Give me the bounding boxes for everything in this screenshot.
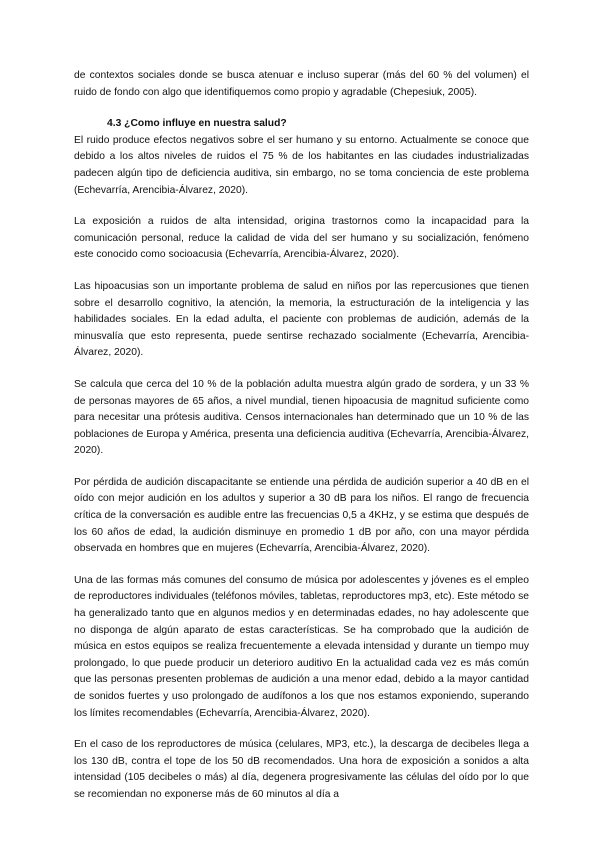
section-heading: 4.3 ¿Como influye en nuestra salud? (107, 118, 287, 130)
paragraph-noise-effects: El ruido produce efectos negativos sobre el ser humano y su entorno. Actualmente se conoce que debido a los altos niveles de ruidos el 75 % de los habitantes en las ciudades industrializadas padecen algún tipo de deficiencia auditiva, sin embargo, no se toma conciencia de este problema (Echevarría, Arencibia-Álvarez, 2020). (74, 134, 529, 196)
paragraph-continuation: de contextos sociales donde se busca atenuar e incluso superar (más del 60 % del volumen) el ruido de fondo con algo que identifiquemos como propio y agradable (Chepesiuk, 2005). (74, 70, 529, 98)
document-page (74, 68, 529, 819)
paragraph-hipoacusias: Las hipoacusias son un importante problema de salud en niños por las repercusiones que tienen sobre el desarrollo cognitivo, la atención, la memoria, la estructuración de la inteligencia y las habilidades sociales. En la edad adulta, el paciente con problemas de audición, además de la minusvalía que esto representa, puede sentirse rechazado socialmente (Echevarría, Arencibia-Álvarez, 2020). (74, 280, 529, 359)
paragraph-music-consumption: Una de las formas más comunes del consumo de música por adolescentes y jóvenes es el empleo de reproductores individuales (teléfonos móviles, tabletas, reproductores mp3, etc). Este método se ha generalizado tanto que en algunos medios y en determinadas edades, no hay adolescente que no disponga de algún aparato de estas características. Se ha comprobado que la audición de música en estos equipos se realiza frecuentemente a elevada intensidad y durante un tiempo muy prolongado, lo que puede producir un deterioro auditivo En la actualidad cada vez es más común que las personas presenten problemas de audición a una menor edad, debido a la mayor cantidad de sonidos fuertes y uso prolongado de audífonos a los que nos estamos exponiendo, superando los límites recomendables (Echevarría, Arencibia-Álvarez, 2020). (74, 574, 529, 719)
paragraph-statistics: Se calcula que cerca del 10 % de la población adulta muestra algún grado de sordera, y un 33 % de personas mayores de 65 años, a nivel mundial, tienen hipoacusia de magnitud suficiente como para necesitar una prótesis auditiva. Censos internacionales han determinado que un 10 % de las poblaciones de Europa y América, presenta una deficiencia auditiva (Echevarría, Arencibia-Álvarez, 2020). (74, 378, 529, 457)
paragraph-socioacusia: La exposición a ruidos de alta intensidad, origina trastornos como la incapacidad para la comunicación personal, reduce la calidad de vida del ser humano y su socialización, fenómeno este conocido como socioacusia (Echevarría, Arencibia-Álvarez, 2020). (74, 216, 529, 261)
paragraph-hearing-loss: Por pérdida de audición discapacitante se entiende una pérdida de audición superior a 40 dB en el oído con mejor audición en los adultos y superior a 30 dB para los niños. El rango de frecuencia crítica de la conversación es audible entre las frecuencias 0,5 a 4KHz, y se estima que después de los 60 años de edad, la audición disminuye en promedio 1 dB por año, con una mayor pérdida observada en hombres que en mujeres (Echevarría, Arencibia-Álvarez, 2020). (74, 476, 529, 555)
paragraph-music-players: En el caso de los reproductores de música (celulares, MP3, etc.), la descarga de decibeles llega a los 130 dB, contra el tope de los 50 dB recomendados. Una hora de exposición a sonidos a alta intensidad (105 decibeles o más) al día, degenera progresivamente las células del oído por lo que se recomiendan no exponerse más de 60 minutos al día a (74, 739, 529, 800)
